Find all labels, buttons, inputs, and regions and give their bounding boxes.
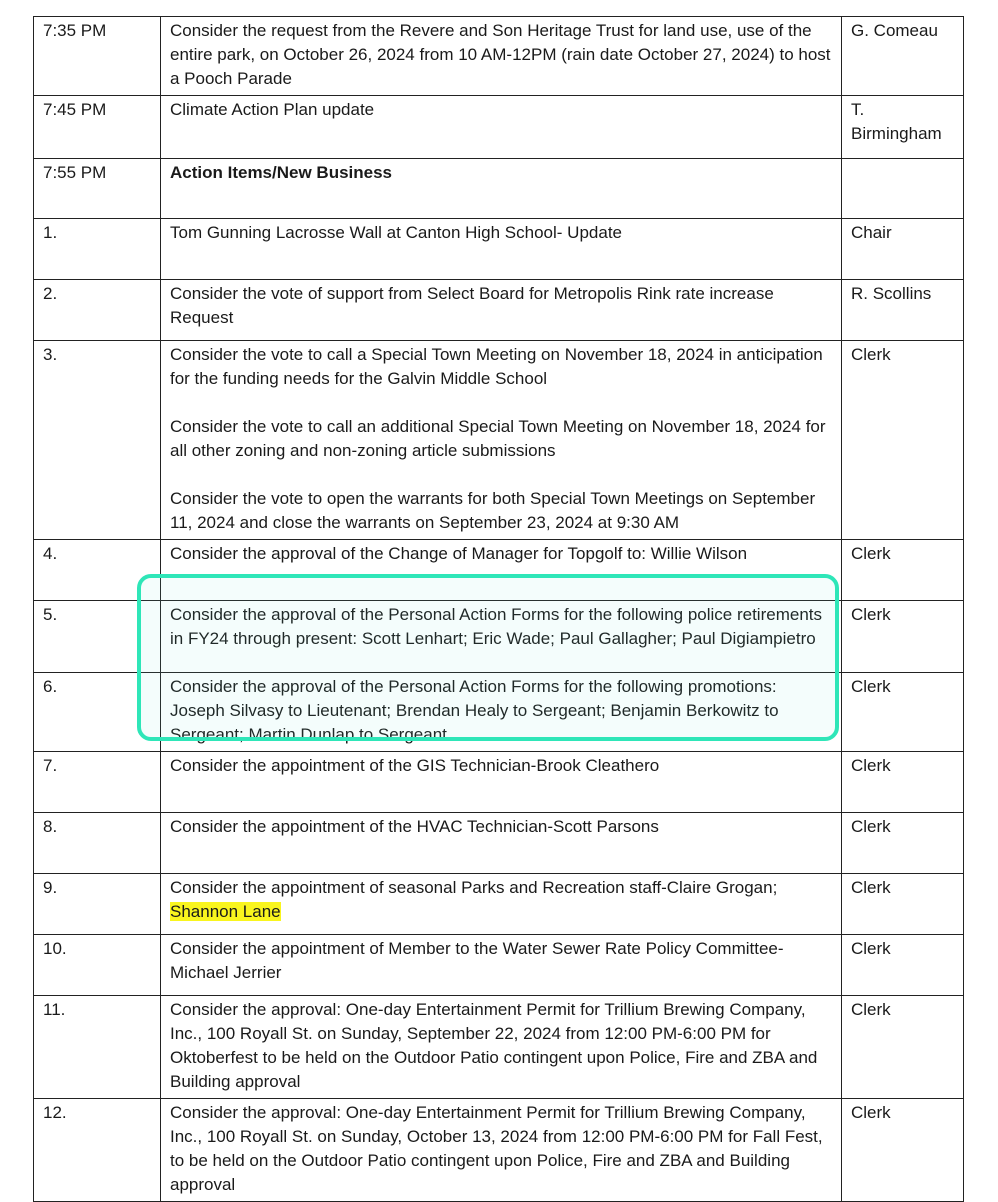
agenda-row xyxy=(34,341,964,540)
agenda-row xyxy=(34,219,964,280)
row-presenter: Clerk xyxy=(842,540,964,601)
row-item: Tom Gunning Lacrosse Wall at Canton High School- Update xyxy=(161,219,842,280)
agenda-row xyxy=(34,601,964,673)
row-time: 12. xyxy=(34,1099,161,1202)
row-item xyxy=(161,341,842,540)
row-item: Consider the appointment of the GIS Technician-Brook Cleathero xyxy=(161,752,842,813)
agenda-row xyxy=(34,280,964,341)
row-item: Consider the approval of the Change of Manager for Topgolf to: Willie Wilson xyxy=(161,540,842,601)
section-heading: Action Items/New Business xyxy=(161,159,842,219)
row-presenter: R. Scollins xyxy=(842,280,964,341)
row-presenter: Clerk xyxy=(842,935,964,996)
row-presenter: Clerk xyxy=(842,673,964,752)
row-presenter xyxy=(842,159,964,219)
row-time: 7. xyxy=(34,752,161,813)
agenda-row xyxy=(34,752,964,813)
agenda-row xyxy=(34,935,964,996)
row-time: 7:55 PM xyxy=(34,159,161,219)
agenda-row xyxy=(34,813,964,874)
row-presenter: Clerk xyxy=(842,341,964,540)
row-presenter: T. Birmingham xyxy=(842,96,964,159)
row-item xyxy=(161,874,842,935)
row-presenter: Clerk xyxy=(842,601,964,673)
item-text: Consider the appointment of seasonal Parks and Recreation staff-Claire Grogan; xyxy=(170,878,778,897)
row-item: Consider the approval of the Personal Action Forms for the following promotions: Joseph Silvasy to Lieutenant; Brendan Healy to Sergeant; Benjamin Berkowitz to Sergeant; Martin Dunlap to Sergeant xyxy=(161,673,842,752)
row-item: Consider the approval: One-day Entertainment Permit for Trillium Brewing Company, Inc., 100 Royall St. on Sunday, October 13, 2024 from 12:00 PM-6:00 PM for Fall Fest, to be held on the Outdoor Patio contingent upon Police, Fire and ZBA and Building approval xyxy=(161,1099,842,1202)
highlighted-name: Shannon Lane xyxy=(170,902,281,921)
row-item: Consider the appointment of the HVAC Technician-Scott Parsons xyxy=(161,813,842,874)
row-presenter: G. Comeau xyxy=(842,17,964,96)
row-time: 9. xyxy=(34,874,161,935)
row-time: 4. xyxy=(34,540,161,601)
row-time: 1. xyxy=(34,219,161,280)
agenda-table xyxy=(33,16,964,1202)
agenda-row xyxy=(34,540,964,601)
row-time: 8. xyxy=(34,813,161,874)
row-time: 6. xyxy=(34,673,161,752)
row-time: 10. xyxy=(34,935,161,996)
row-presenter: Clerk xyxy=(842,813,964,874)
agenda-row xyxy=(34,17,964,96)
agenda-row xyxy=(34,96,964,159)
item-paragraph: Consider the vote to open the warrants for both Special Town Meetings on September 11, 2024 and close the warrants on September 23, 2024 at 9:30 AM xyxy=(170,489,816,532)
row-presenter: Chair xyxy=(842,219,964,280)
item-paragraph: Consider the vote to call an additional Special Town Meeting on November 18, 2024 for all other zoning and non-zoning article submissions xyxy=(170,417,826,460)
row-item: Consider the appointment of Member to the Water Sewer Rate Policy Committee-Michael Jerrier xyxy=(161,935,842,996)
row-time: 2. xyxy=(34,280,161,341)
agenda-row xyxy=(34,874,964,935)
row-item: Consider the vote of support from Select Board for Metropolis Rink rate increase Request xyxy=(161,280,842,341)
agenda-row xyxy=(34,996,964,1099)
row-item: Consider the approval: One-day Entertainment Permit for Trillium Brewing Company, Inc., 100 Royall St. on Sunday, September 22, 2024 from 12:00 PM-6:00 PM for Oktoberfest to be held on the Outdoor Patio contingent upon Police, Fire and ZBA and Building approval xyxy=(161,996,842,1099)
row-presenter: Clerk xyxy=(842,752,964,813)
row-time: 7:45 PM xyxy=(34,96,161,159)
row-presenter: Clerk xyxy=(842,874,964,935)
row-item: Consider the approval of the Personal Action Forms for the following police retirements in FY24 through present: Scott Lenhart; Eric Wade; Paul Gallagher; Paul Digiampietro xyxy=(161,601,842,673)
agenda-row xyxy=(34,1099,964,1202)
row-presenter: Clerk xyxy=(842,996,964,1099)
row-presenter: Clerk xyxy=(842,1099,964,1202)
row-item: Consider the request from the Revere and Son Heritage Trust for land use, use of the entire park, on October 26, 2024 from 10 AM-12PM (rain date October 27, 2024) to host a Pooch Parade xyxy=(161,17,842,96)
item-paragraph: Consider the vote to call a Special Town Meeting on November 18, 2024 in anticipation for the funding needs for the Galvin Middle School xyxy=(170,345,823,388)
agenda-row xyxy=(34,159,964,219)
row-time: 7:35 PM xyxy=(34,17,161,96)
row-time: 11. xyxy=(34,996,161,1099)
row-time: 5. xyxy=(34,601,161,673)
row-time: 3. xyxy=(34,341,161,540)
agenda-row xyxy=(34,673,964,752)
row-item: Climate Action Plan update xyxy=(161,96,842,159)
